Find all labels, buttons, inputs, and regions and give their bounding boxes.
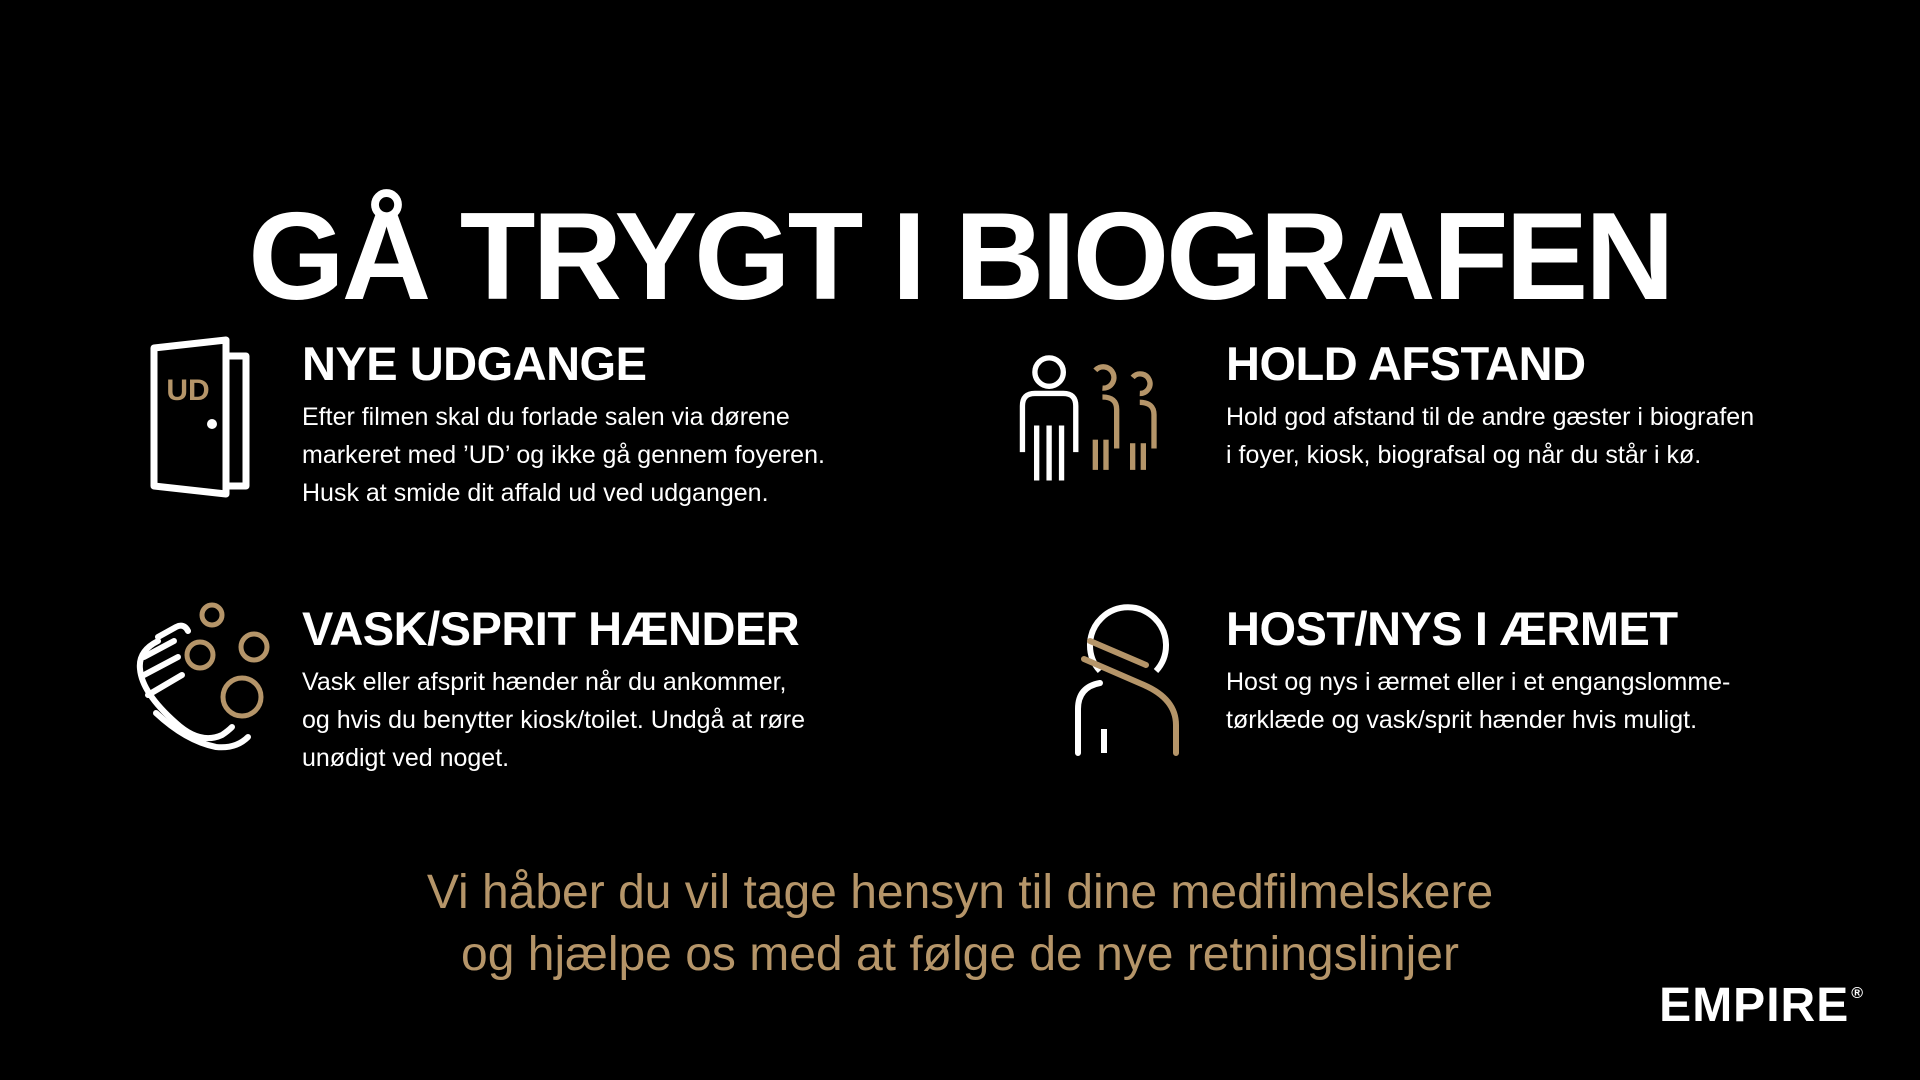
guideline-keep-distance	[1010, 336, 1810, 556]
description-line: markeret med ’UD’ og ikke gå gennem foyeren.	[302, 441, 825, 469]
description-line: Host og nys i ærmet eller i et engangslomme-	[1226, 668, 1731, 696]
page-title: GÅ TRYGT I BIOGRAFEN	[248, 188, 1672, 327]
description-line: og hvis du benytter kiosk/toilet. Undgå at røre	[302, 706, 806, 734]
door-exit-icon	[136, 336, 296, 506]
description-line: Husk at smide dit affald ud ved udgangen.	[302, 479, 769, 507]
cough-elbow-icon	[1050, 601, 1210, 771]
footer-line: og hjælpe os med at følge de nye retningslinjer	[461, 928, 1459, 981]
guideline-heading: HOLD AFSTAND	[1226, 337, 1586, 390]
guideline-description	[302, 398, 932, 512]
people-distance-icon	[1010, 336, 1170, 506]
guideline-text	[1226, 336, 1856, 474]
footer-line: Vi håber du vil tage hensyn til dine medfilmelskere	[426, 866, 1494, 919]
description-line: unødigt ved noget.	[302, 744, 510, 772]
guideline-description	[1226, 663, 1856, 739]
footer-message	[0, 862, 1920, 986]
guideline-heading: NYE UDGANGE	[302, 337, 647, 390]
description-line: Hold god afstand til de andre gæster i biografen	[1226, 403, 1755, 431]
description-line: i foyer, kiosk, biografsal og når du står i kø.	[1226, 441, 1702, 469]
hand-wash-icon	[136, 601, 296, 771]
guideline-cough-sleeve	[1010, 601, 1810, 821]
brand-logo	[1659, 979, 1864, 1032]
guideline-text	[302, 601, 932, 777]
guideline-wash-hands	[136, 601, 936, 821]
guideline-description	[1226, 398, 1856, 474]
description-line: tørklæde og vask/sprit hænder hvis muligt.	[1226, 706, 1698, 734]
guideline-heading: VASK/SPRIT HÆNDER	[302, 602, 800, 655]
guideline-description	[302, 663, 932, 777]
description-line: Vask eller afsprit hænder når du ankommer,	[302, 668, 787, 696]
brand-name: EMPIRE	[1659, 979, 1850, 1032]
description-line: Efter filmen skal du forlade salen via dørene	[302, 403, 790, 431]
guideline-text	[1226, 601, 1856, 739]
guideline-heading: HOST/NYS I ÆRMET	[1226, 602, 1678, 655]
door-exit-label: UD	[166, 374, 210, 407]
guideline-text	[302, 336, 932, 512]
guideline-new-exits	[136, 336, 936, 556]
registered-mark: ®	[1851, 985, 1864, 1002]
